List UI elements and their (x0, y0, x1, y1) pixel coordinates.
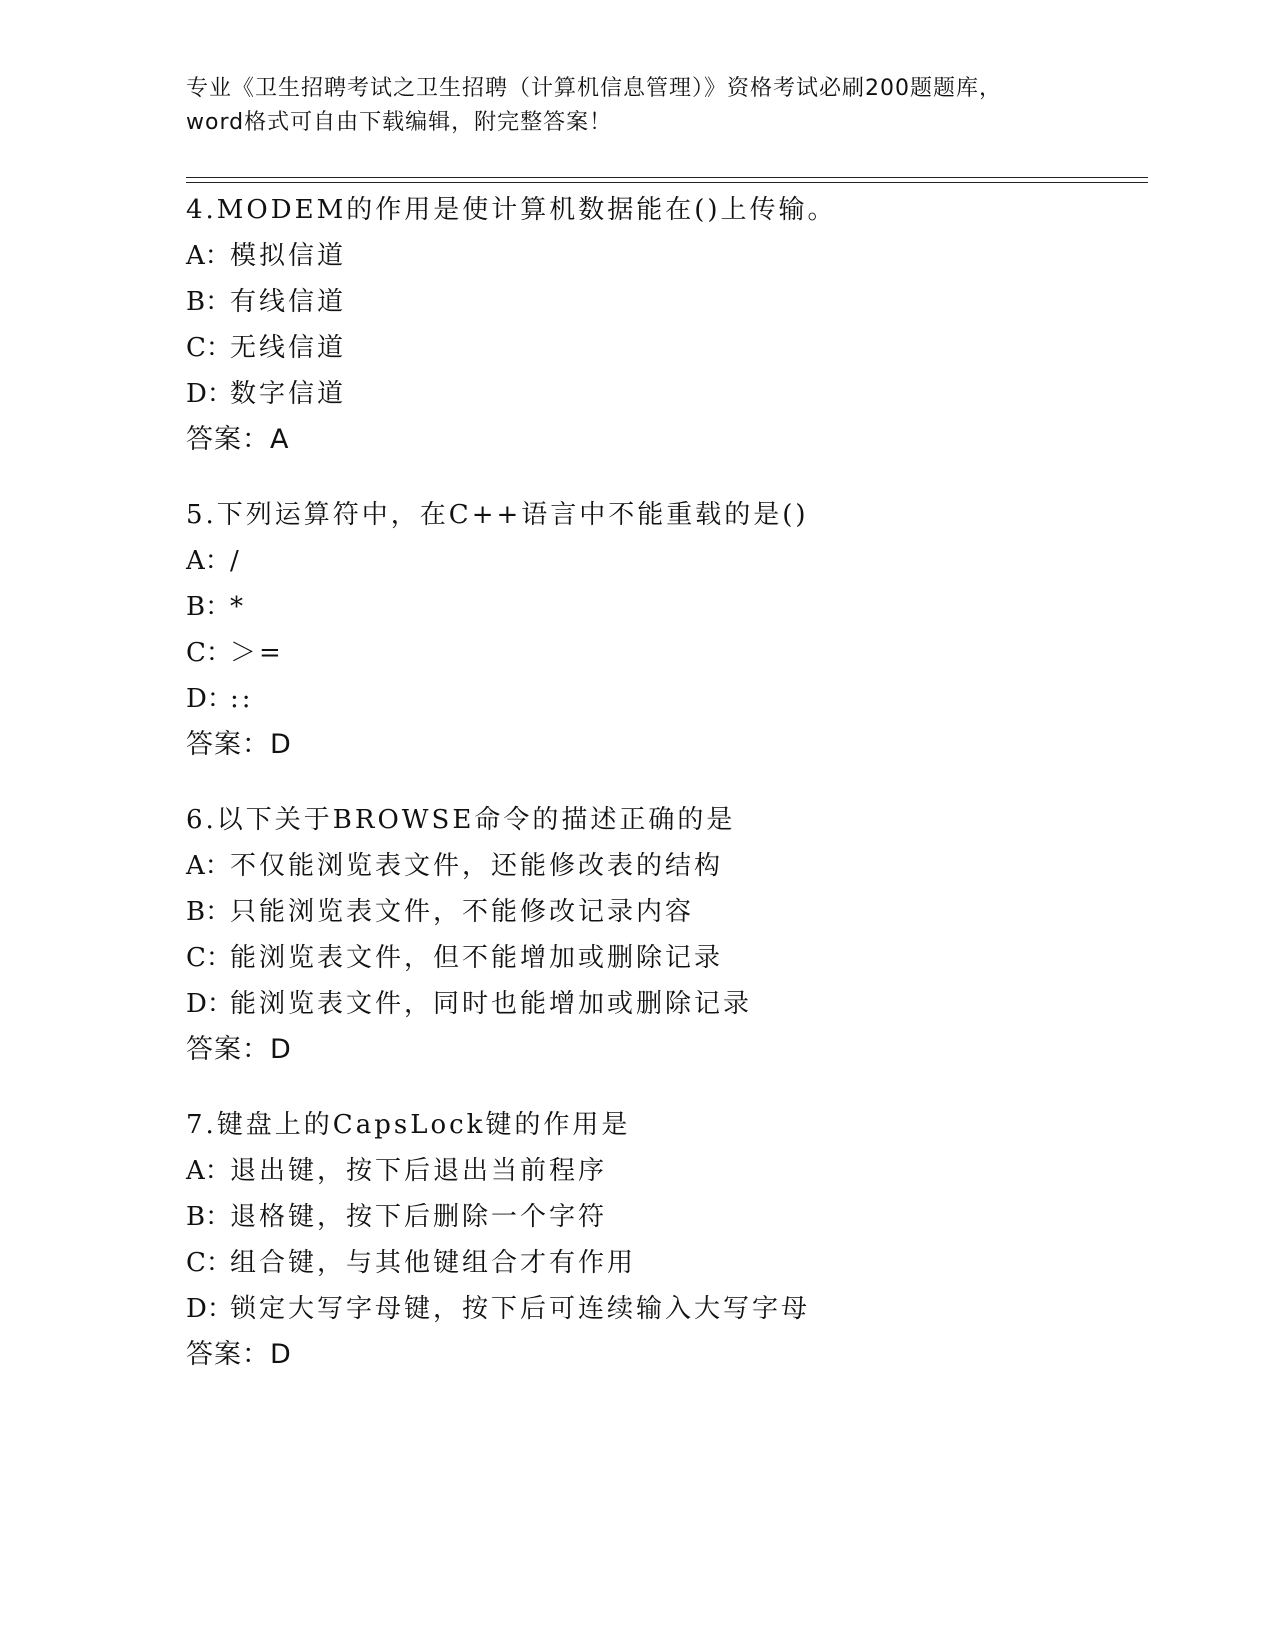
option-a (186, 843, 1146, 889)
header-divider-bottom (186, 182, 1148, 183)
answer-line (186, 1332, 1146, 1378)
option-letter: B： (186, 287, 232, 317)
question-block (186, 1102, 1146, 1378)
option-b (186, 584, 1146, 630)
option-letter: C： (186, 638, 232, 668)
option-b (186, 1194, 1146, 1240)
answer-label: 答案： (186, 729, 270, 760)
option-text: 只能浏览表文件，不能修改记录内容 (230, 897, 695, 927)
option-text: :: (230, 684, 254, 714)
header-line-2: word格式可自由下载编辑，附完整答案！ (186, 110, 613, 135)
option-text: / (230, 546, 242, 576)
answer-label: 答案： (186, 1034, 270, 1065)
header-line-1: 专业《卫生招聘考试之卫生招聘（计算机信息管理）》资格考试必刷200题题库， (186, 76, 1002, 101)
question-block (186, 797, 1146, 1073)
answer-line (186, 1027, 1146, 1073)
option-text: 无线信道 (230, 333, 347, 363)
header-divider-top (186, 177, 1148, 178)
option-letter: D： (186, 379, 233, 409)
option-letter: B： (186, 897, 232, 927)
option-b (186, 889, 1146, 935)
option-letter: C： (186, 943, 232, 973)
question-stem: 4.MODEM的作用是使计算机数据能在()上传输。 (186, 195, 837, 225)
option-d (186, 371, 1146, 417)
option-text: 能浏览表文件，同时也能增加或删除记录 (230, 989, 753, 1019)
option-a (186, 1148, 1146, 1194)
option-text: 退出键，按下后退出当前程序 (230, 1156, 608, 1186)
option-b (186, 279, 1146, 325)
answer-line (186, 417, 1146, 463)
option-a (186, 233, 1146, 279)
question-stem: 5.下列运算符中，在C++语言中不能重载的是() (186, 500, 809, 530)
option-letter: B： (186, 592, 232, 622)
option-text: 组合键，与其他键组合才有作用 (230, 1248, 637, 1278)
option-text: 不仅能浏览表文件，还能修改表的结构 (230, 851, 724, 881)
answer-value: D (270, 1034, 292, 1065)
option-letter: D： (186, 684, 233, 714)
question-stem: 7.键盘上的CapsLock键的作用是 (186, 1110, 631, 1140)
answer-value: D (270, 1339, 292, 1370)
option-text: 数字信道 (230, 379, 347, 409)
option-c (186, 325, 1146, 371)
option-letter: C： (186, 333, 232, 363)
option-text: * (230, 592, 246, 622)
option-text: 退格键，按下后删除一个字符 (230, 1202, 608, 1232)
option-d (186, 676, 1146, 722)
option-text: 有线信道 (230, 287, 347, 317)
option-text: 模拟信道 (230, 241, 347, 271)
answer-value: A (270, 424, 290, 455)
option-letter: A： (186, 1156, 231, 1186)
option-text: 锁定大写字母键，按下后可连续输入大写字母 (230, 1294, 811, 1324)
option-d (186, 1286, 1146, 1332)
question-stem: 6.以下关于BROWSE命令的描述正确的是 (186, 805, 736, 835)
option-letter: B： (186, 1202, 232, 1232)
option-a (186, 538, 1146, 584)
option-c (186, 1240, 1146, 1286)
option-text: ＞= (230, 638, 284, 668)
option-d (186, 981, 1146, 1027)
option-c (186, 630, 1146, 676)
answer-line (186, 722, 1146, 768)
option-c (186, 935, 1146, 981)
document-header (186, 72, 1086, 140)
option-letter: D： (186, 1294, 233, 1324)
question-block (186, 492, 1146, 768)
option-letter: A： (186, 241, 231, 271)
answer-label: 答案： (186, 424, 270, 455)
question-block (186, 187, 1146, 463)
option-letter: C： (186, 1248, 232, 1278)
option-letter: A： (186, 851, 231, 881)
option-letter: A： (186, 546, 231, 576)
option-letter: D： (186, 989, 233, 1019)
answer-label: 答案： (186, 1339, 270, 1370)
answer-value: D (270, 729, 292, 760)
option-text: 能浏览表文件，但不能增加或删除记录 (230, 943, 724, 973)
